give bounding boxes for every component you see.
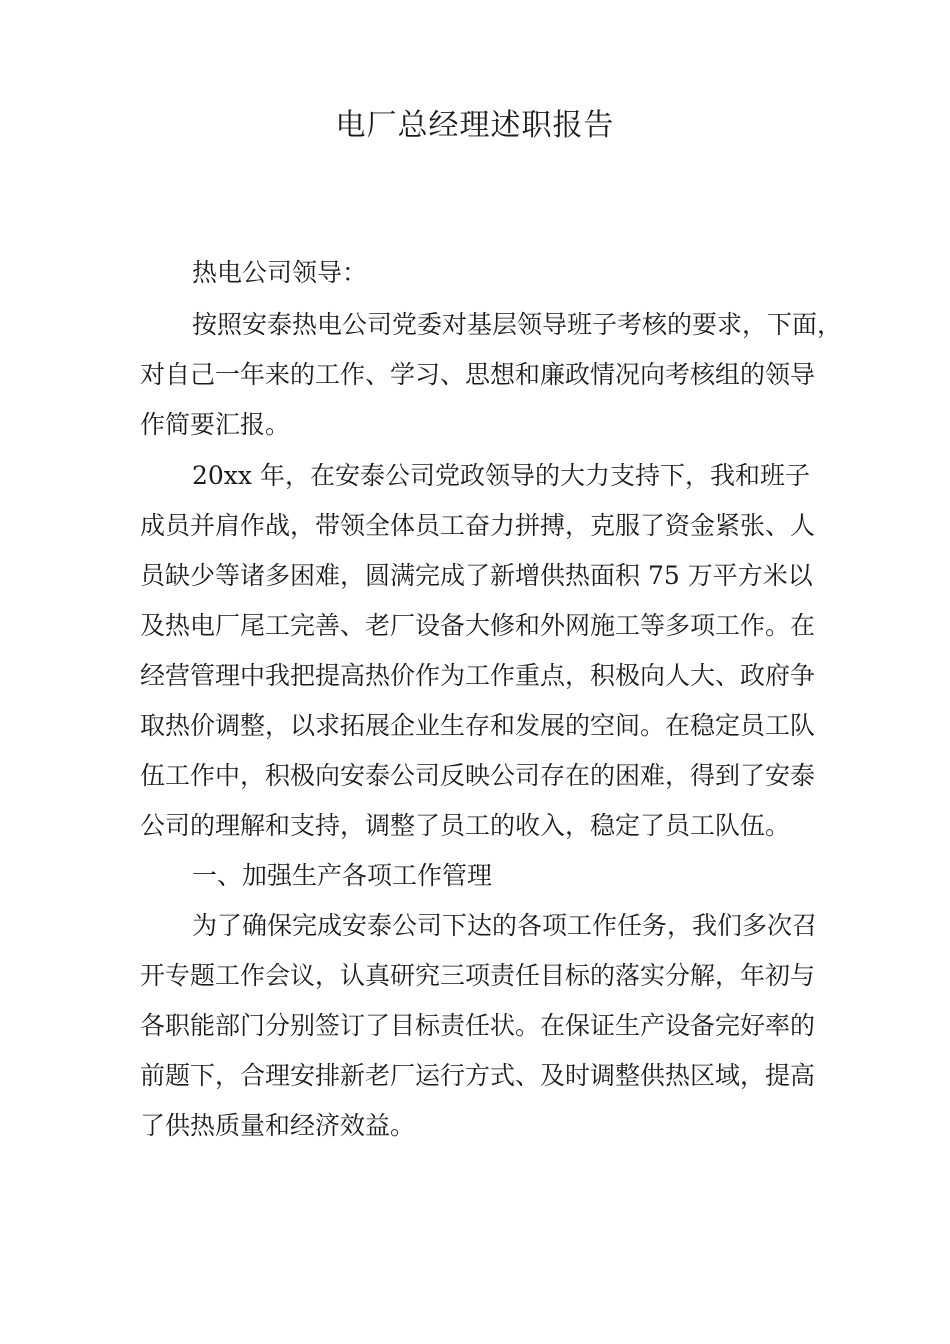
- paragraph-line: 为了确保完成安泰公司下达的各项工作任务，我们多次召: [192, 911, 818, 940]
- paragraph-line: 伍工作中，积极向安泰公司反映公司存在的困难，得到了安泰: [140, 761, 816, 790]
- paragraph-line: 前题下，合理安排新老厂运行方式、及时调整供热区域，提高: [140, 1061, 816, 1090]
- salutation: 热电公司领导：: [192, 258, 368, 287]
- paragraph-line: 各职能部门分别签订了目标责任状。在保证生产设备完好率的: [140, 1011, 816, 1040]
- paragraph-line: 取热价调整，以求拓展企业生存和发展的空间。在稳定员工队: [140, 711, 816, 740]
- paragraph-line: 作简要汇报。: [140, 410, 291, 439]
- paragraph-line: 员缺少等诸多困难，圆满完成了新增供热面积 75 万平方米以: [140, 561, 813, 590]
- paragraph-line: 公司的理解和支持，调整了员工的收入，稳定了员工队伍。: [140, 811, 791, 840]
- document-title: 电厂总经理述职报告: [335, 108, 615, 143]
- paragraph-line: 20xx 年，在安泰公司党政领导的大力支持下，我和班子: [192, 461, 810, 490]
- section-heading: 一、加强生产各项工作管理: [192, 861, 493, 890]
- paragraph-line: 开专题工作会议，认真研究三项责任目标的落实分解，年初与: [140, 961, 816, 990]
- paragraph-line: 了供热质量和经济效益。: [140, 1111, 416, 1140]
- paragraph-line: 经营管理中我把提高热价作为工作重点，积极向人大、政府争: [140, 661, 816, 690]
- paragraph-line: 对自己一年来的工作、学习、思想和廉政情况向考核组的领导: [140, 360, 816, 389]
- paragraph-line: 按照安泰热电公司党委对基层领导班子考核的要求，下面，: [192, 310, 843, 339]
- paragraph-line: 及热电厂尾工完善、老厂设备大修和外网施工等多项工作。在: [140, 611, 816, 640]
- paragraph-line: 成员并肩作战，带领全体员工奋力拼搏，克服了资金紧张、人: [140, 511, 816, 540]
